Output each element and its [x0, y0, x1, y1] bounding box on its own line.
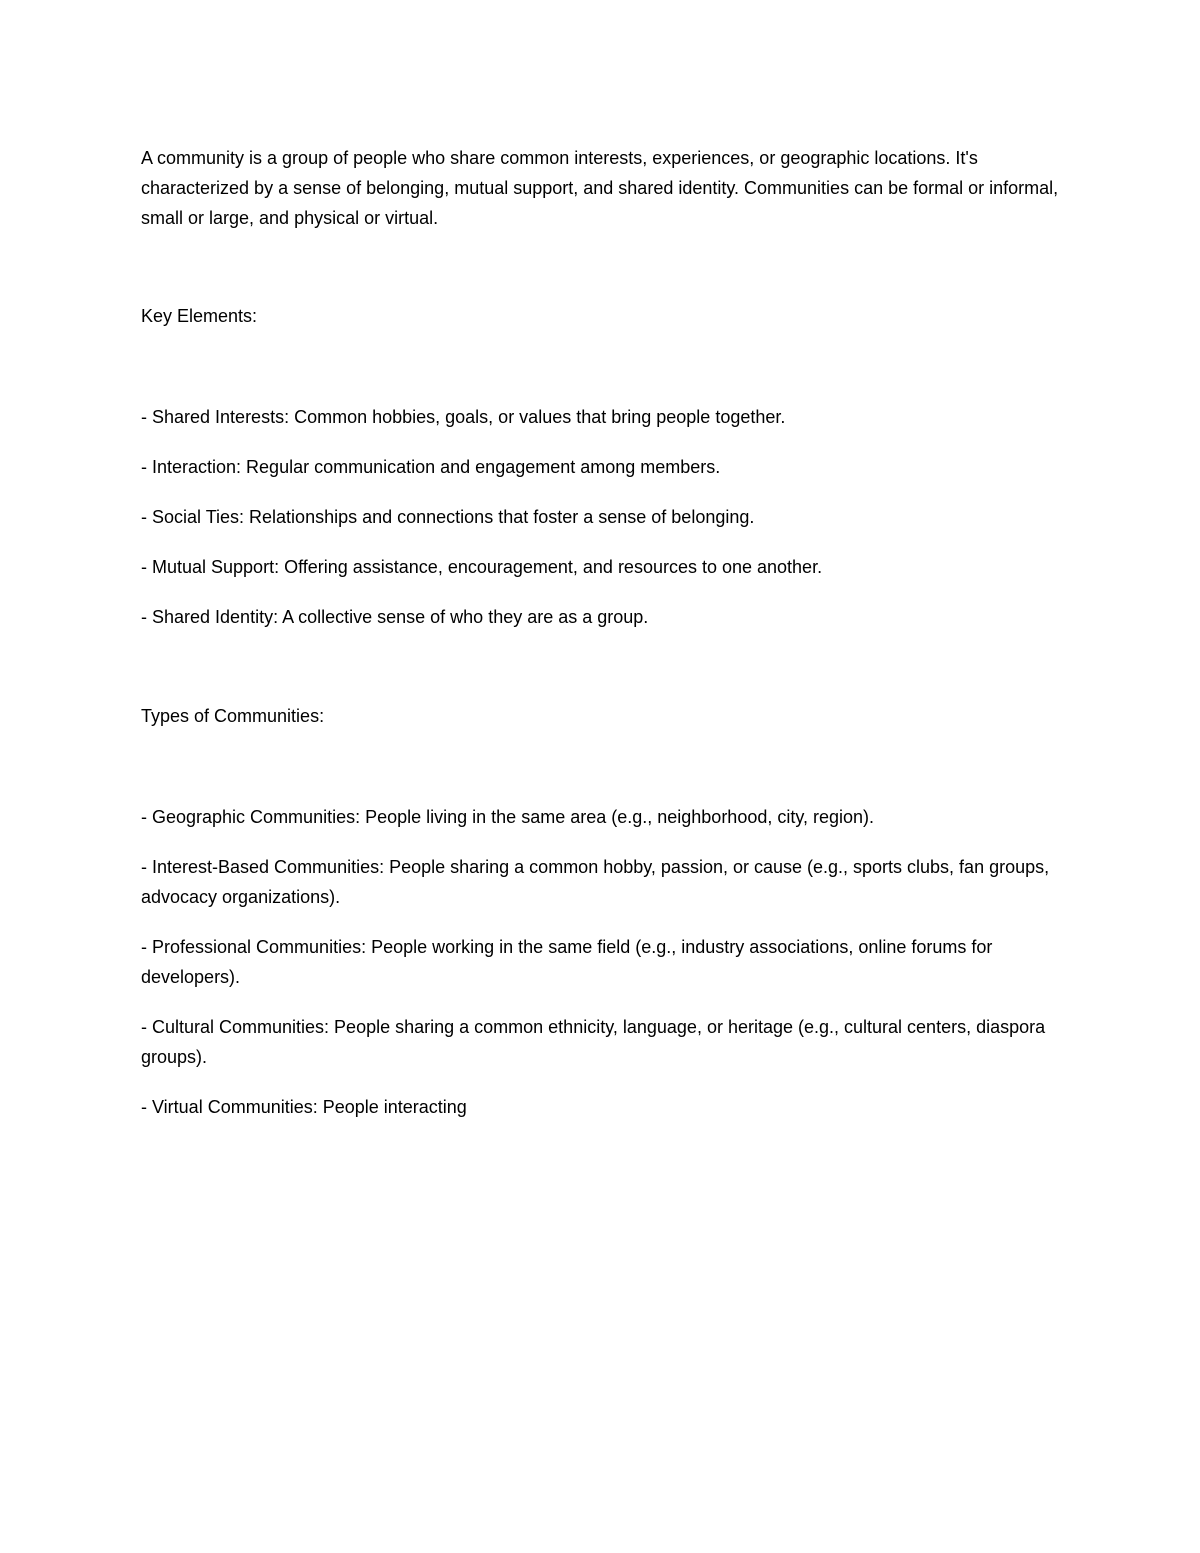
key-element-item: - Shared Identity: A collective sense of who they are as a group.	[141, 607, 649, 627]
key-elements-heading: Key Elements:	[141, 306, 258, 326]
community-type-item: - Interest-Based Communities: People sharing a common hobby, passion, or cause (e.g., sports clubs, fan groups, advocacy organizations).	[141, 857, 1050, 907]
key-element-item: - Shared Interests: Common hobbies, goals, or values that bring people together.	[141, 407, 786, 427]
key-element-item: - Interaction: Regular communication and engagement among members.	[141, 457, 721, 477]
key-element-item: - Mutual Support: Offering assistance, encouragement, and resources to one another.	[141, 557, 823, 577]
document-body	[141, 143, 1071, 1142]
types-heading: Types of Communities:	[141, 706, 325, 726]
community-type-item: - Geographic Communities: People living in the same area (e.g., neighborhood, city, region).	[141, 807, 875, 827]
community-type-item: - Professional Communities: People working in the same field (e.g., industry associations, online forums for developers).	[141, 937, 993, 987]
community-type-item: - Cultural Communities: People sharing a common ethnicity, language, or heritage (e.g., cultural centers, diaspora groups).	[141, 1017, 1046, 1067]
intro-paragraph: A community is a group of people who share common interests, experiences, or geographic locations. It's characterized by a sense of belonging, mutual support, and shared identity. Communities can be formal or informal, small or large, and physical or virtual.	[141, 148, 1059, 228]
community-type-item: - Virtual Communities: People interacting	[141, 1097, 467, 1117]
key-element-item: - Social Ties: Relationships and connections that foster a sense of belonging.	[141, 507, 755, 527]
